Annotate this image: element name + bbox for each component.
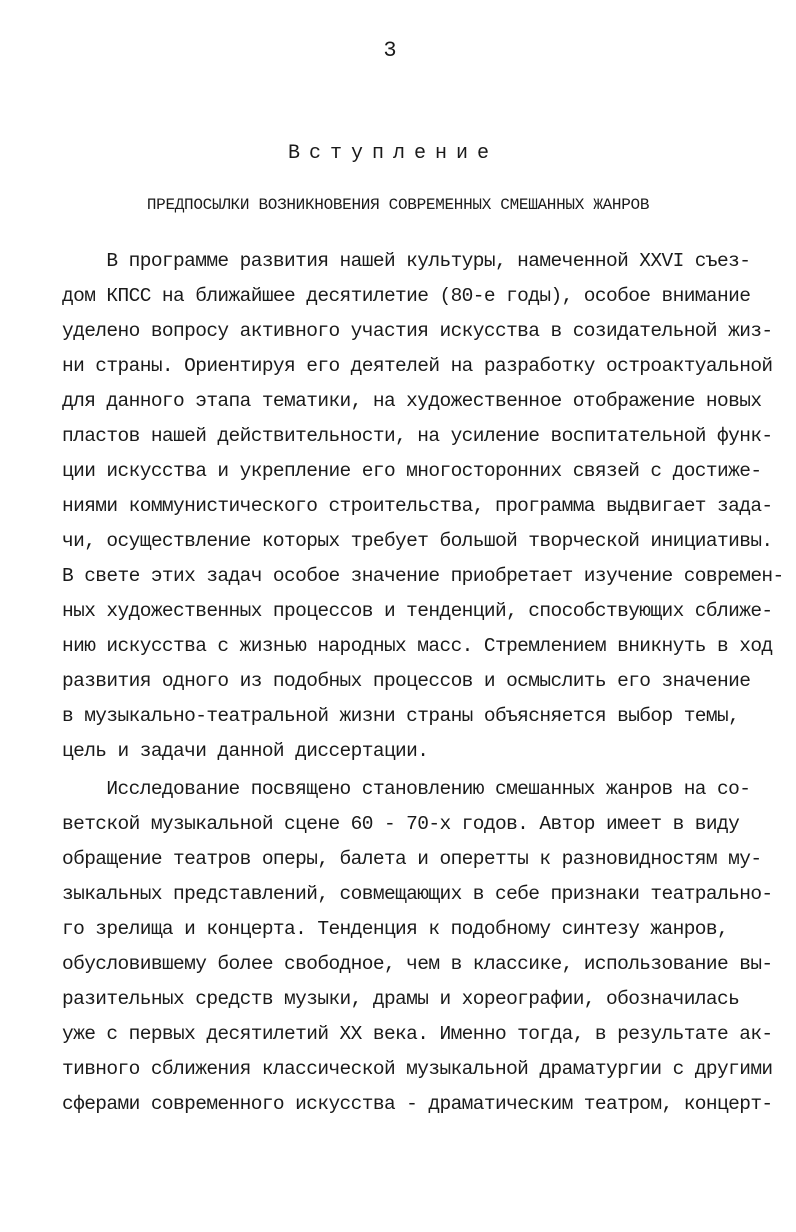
text-line: обращение театров оперы, балета и оперетты к разновидностям му- bbox=[62, 848, 762, 870]
text-line: развития одного из подобных процессов и осмыслить его значение bbox=[62, 670, 751, 692]
text-line: уделено вопросу активного участия искусства в созидательной жиз- bbox=[62, 320, 773, 342]
text-line: го зрелища и концерта. Тенденция к подобному синтезу жанров, bbox=[62, 918, 729, 940]
text-line: ных художественных процессов и тенденций, способствующих сближе- bbox=[62, 600, 773, 622]
section-heading: Вступление bbox=[287, 142, 499, 165]
text-line: уже с первых десятилетий XX века. Именно тогда, в результате ак- bbox=[62, 1023, 773, 1045]
text-line: пластов нашей действительности, на усиление воспитательной функ- bbox=[62, 425, 773, 447]
text-line: чи, осуществление которых требует большой творческой инициативы. bbox=[62, 530, 773, 552]
text-line: В свете этих задач особое значение приобретает изучение современ- bbox=[62, 565, 784, 587]
text-line: В программе развития нашей культуры, намеченной XXVI съез- bbox=[62, 250, 751, 272]
text-line: ции искусства и укрепление его многосторонних связей с достиже- bbox=[62, 460, 762, 482]
text-line: ветской музыкальной сцене 60 - 70-х годов. Автор имеет в виду bbox=[62, 813, 740, 835]
text-line: в музыкально-театральной жизни страны объясняется выбор темы, bbox=[62, 705, 740, 727]
text-line: ниями коммунистического строительства, программа выдвигает зада- bbox=[62, 495, 773, 517]
text-line: нию искусства с жизнью народных масс. Стремлением вникнуть в ход bbox=[62, 635, 773, 657]
text-line: сферами современного искусства - драматическим театром, концерт- bbox=[62, 1093, 773, 1115]
text-line: Исследование посвящено становлению смешанных жанров на со- bbox=[62, 778, 751, 800]
text-line: обусловившему более свободное, чем в классике, использование вы- bbox=[62, 953, 773, 975]
page-number: 3 bbox=[383, 38, 397, 63]
text-line: для данного этапа тематики, на художественное отображение новых bbox=[62, 390, 762, 412]
text-line: разительных средств музыки, драмы и хореографии, обозначилась bbox=[62, 988, 740, 1010]
text-line: цель и задачи данной диссертации. bbox=[62, 740, 429, 762]
text-line: зыкальных представлений, совмещающих в себе признаки театрально- bbox=[62, 883, 773, 905]
text-line: тивного сближения классической музыкальной драматургии с другими bbox=[62, 1058, 773, 1080]
text-line: дом КПСС на ближайшее десятилетие (80-е годы), особое внимание bbox=[62, 285, 751, 307]
text-line: ни страны. Ориентируя его деятелей на разработку остроактуальной bbox=[62, 355, 773, 377]
section-subheading: ПРЕДПОСЫЛКИ ВОЗНИКНОВЕНИЯ СОВРЕМЕННЫХ СМЕШАННЫХ ЖАНРОВ bbox=[146, 196, 650, 214]
